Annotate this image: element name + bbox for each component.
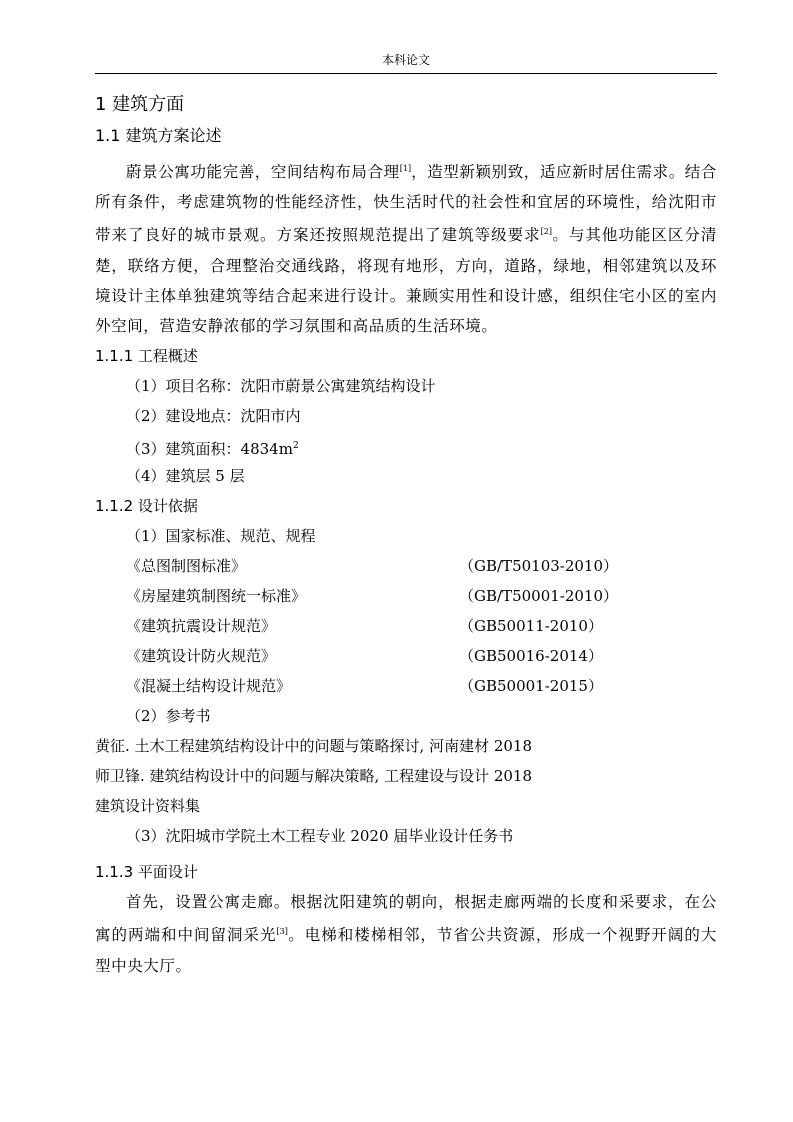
reference-books-heading: （2）参考书 [126,707,211,726]
section-1-1-title: 1.1 建筑方案论述 [95,126,222,145]
project-location-item: （2）建设地点：沈阳市内 [126,407,301,426]
standard-name: 《房屋建筑制图统一标准》 [126,587,307,606]
section-1-1-2-title: 1.1.2 设计依据 [95,497,198,516]
citation-1: [1] [399,164,412,173]
standard-row [95,671,717,701]
section-1-1-paragraph [95,154,717,341]
citation-3: [3] [276,927,288,937]
reference-item: 建筑设计资料集 [95,797,201,816]
para-text: ，造型新颖别致，适应新时居住需求。结合所有条件，考虑建筑物的性能经济性，快生活时代的社会性和宜居的环境性，给沈阳市带来了良好的城市景观。方案还按照规范提出了建筑等级要求 [95,163,718,245]
standard-name: 《建筑设计防火规范》 [126,647,277,666]
section-1-1-1-title: 1.1.1 工程概述 [95,347,198,366]
standard-name: 《混凝土结构设计规范》 [126,677,292,696]
document-body [95,92,717,981]
standard-name: 《建筑抗震设计规范》 [126,617,277,636]
area-unit-sup: 2 [292,441,299,452]
section-1-1-3-paragraph [95,887,717,981]
project-area-item [95,431,717,461]
citation-2: [2] [540,227,552,237]
standard-code: （GB/T50001-2010） [459,587,619,606]
para-text: 。电梯和楼梯相邻，节省公共资源，形成一个视野开阔的大型中央大厅。 [95,926,717,975]
header-rule [95,73,717,74]
project-floors-item: （4）建筑层 5 层 [126,467,245,486]
reference-item: 师卫锋. 建筑结构设计中的问题与解决策略, 工程建设与设计 2018 [95,767,533,786]
section-1-title: 1 建筑方面 [95,94,185,115]
para-text: 首先，设置公寓走廊。根据沈阳建筑的朝向，根据走廊两端的长度和采要求，在公寓的两端和中间留洞采光 [95,893,717,945]
standard-code: （GB50001-2015） [459,677,603,696]
assignment-item: （3）沈阳城市学院土木工程专业 2020 届毕业设计任务书 [126,827,514,846]
standard-code: （GB50016-2014） [459,647,603,666]
standard-row [95,581,717,611]
para-text: 。与其他功能区区分清楚，联络方便，合理整治交通线路，将现有地形，方向，道路，绿地，相邻建筑以及环境设计主体单独建筑等结合起来进行设计。兼顾实用性和设计感，组织住宅小区的室内外空间，营造安静浓郁的学习氛围和高品质的生活环境。 [95,226,717,336]
standard-code: （GB50011-2010） [459,617,603,636]
standard-row [95,551,717,581]
standard-name: 《总图制图标准》 [126,557,247,576]
standard-row [95,641,717,671]
reference-item: 黄征. 土木工程建筑结构设计中的问题与策略探讨, 河南建材 2018 [95,737,533,756]
standards-heading: （1）国家标准、规范、规程 [126,527,316,546]
para-text: 蔚景公寓功能完善，空间结构布局合理 [126,163,400,181]
standard-row [95,611,717,641]
standard-code: （GB/T50103-2010） [459,557,619,576]
section-1-1-3-title: 1.1.3 平面设计 [95,863,198,882]
page-header: 本科论文 [381,53,430,67]
area-text: （3）建筑面积：4834m [126,440,293,459]
project-name-item: （1）项目名称：沈阳市蔚景公寓建筑结构设计 [126,377,436,396]
